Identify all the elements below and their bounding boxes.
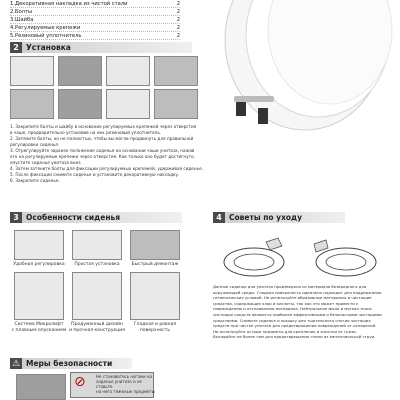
feature-caption: Удобная регулировка xyxy=(13,262,65,267)
feature-photo xyxy=(130,272,180,320)
care-line: средств при чистке унитаза для предотвращения повреждений от испарений. xyxy=(213,323,377,329)
feature-photo xyxy=(72,230,122,260)
parts-row xyxy=(10,24,180,32)
feature-photo xyxy=(72,272,122,320)
care-line: средства, содержащие хлор и кислоты, так как это может привести к xyxy=(213,300,359,306)
section-title: Меры безопасности xyxy=(22,358,132,369)
installation-steps xyxy=(10,124,210,184)
parts-row xyxy=(10,0,180,8)
feature-caption xyxy=(68,322,126,333)
section-number: 2 xyxy=(10,42,22,53)
feature-caption-line: Система Микролифт xyxy=(14,322,64,327)
part-name: 1.Декоративная накладка из чистой стали xyxy=(10,1,128,7)
section-title: Установка xyxy=(22,42,192,53)
part-qty: 2 xyxy=(176,9,180,15)
step-line: 4. Затем затяните болты для фиксации регулируемых крепежей, удерживая сиденье. xyxy=(10,166,203,171)
part-qty: 2 xyxy=(176,25,180,31)
step-line: 6. Закрепите сиденье. xyxy=(10,178,60,183)
section-title: Советы по уходу xyxy=(225,212,345,223)
care-line: Данное сиденье для унитаза произведено из материала безвредного для xyxy=(213,284,367,289)
feature-caption-line: поверхность xyxy=(139,327,171,333)
feature-caption-line: Гладкая и ровная xyxy=(133,322,177,327)
step-line: опустите сиденье унитаза вниз. xyxy=(10,160,82,165)
feature-photo xyxy=(14,230,64,260)
safety-text xyxy=(96,374,158,394)
care-line: средствами. Снимите сиденье и крышку для тщательного снятия чистящих xyxy=(213,317,371,323)
care-text xyxy=(213,284,395,340)
part-name: 3.Шайба xyxy=(10,17,34,23)
feature-photo xyxy=(130,230,180,260)
step-line: его на регулируемые крепежи через отверстия. Как только оно будет достигнуто, xyxy=(10,154,195,159)
install-photo xyxy=(10,56,54,86)
feature-caption-line: Продуманный дизайн xyxy=(71,322,123,327)
feature-caption-line: с плавным опусканием xyxy=(11,327,67,333)
feature-caption: Быстрый демонтаж xyxy=(131,262,179,267)
prohibited-icon: ⊘ xyxy=(74,374,86,390)
safety-line: сиденье унитаза и не ставьте xyxy=(96,379,142,389)
install-photo xyxy=(58,89,102,119)
safety-line: Не становитесь ногами на xyxy=(96,374,152,379)
feature-caption: Простая установка xyxy=(74,262,120,267)
part-qty: 2 xyxy=(176,1,180,7)
part-qty: 2 xyxy=(176,33,180,39)
care-line: повреждению и отслаиванию материала. Нейтральное мыло и мягкая ткань xyxy=(213,306,372,312)
parts-row xyxy=(10,8,180,16)
step-line: 3. Отрегулируйте заранее положение сиденья на основании чаши унитаза, нажав xyxy=(10,148,195,153)
part-name: 2.Болты xyxy=(10,9,33,15)
install-photo xyxy=(154,89,198,119)
install-photo xyxy=(10,89,54,119)
part-name: 5.Резиновый уплотнитель xyxy=(10,33,82,39)
section-safety-header xyxy=(10,358,132,369)
care-line: окружающей среды. Гладкая поверхность идеально подходит для поддержания xyxy=(213,289,382,295)
install-photo xyxy=(106,89,150,119)
section-title: Особенности сиденья xyxy=(22,212,182,223)
install-photo xyxy=(154,56,198,86)
step-line: в чаше, предварительно установив на них резиновый уплотнитель. xyxy=(10,130,162,135)
care-line: гигиенических условий. Не используйте абразивные материалы и чистящие xyxy=(213,295,372,301)
warning-icon: ⚠ xyxy=(11,358,21,369)
safety-line: на него тяжелые предметы xyxy=(96,389,155,394)
feature-caption xyxy=(126,322,184,333)
step-line: регулировки сиденья. xyxy=(10,142,60,147)
section-number: 4 xyxy=(213,212,225,223)
toilet-seat-illustration xyxy=(200,0,400,160)
parts-row xyxy=(10,32,180,40)
step-line: 2. Затяните болты, но не полностью, чтобы вы могли продвинуть для правильной xyxy=(10,136,194,141)
install-photo xyxy=(58,56,102,86)
safety-photo xyxy=(16,374,66,400)
feature-photo xyxy=(14,272,64,320)
care-line: чистящих средств являются наиболее эффективными и безопасными чистящими xyxy=(213,311,382,317)
feature-caption-line: и прочная конструкция xyxy=(69,327,125,333)
section-features-header xyxy=(10,212,182,223)
parts-row xyxy=(10,16,180,24)
part-qty: 2 xyxy=(176,17,180,23)
section-care-header xyxy=(213,212,345,223)
care-line: Не используйте острые предметы для крепления и очистки от грязи. xyxy=(213,328,357,334)
part-name: 4.Регулируемые крепежи xyxy=(10,25,81,31)
section-number: 3 xyxy=(10,212,22,223)
feature-caption xyxy=(10,322,68,333)
care-line: Вытирайте не более чем для предотвращения гнили из металлической струи. xyxy=(213,334,376,340)
parts-list xyxy=(10,0,180,40)
section-installation-header xyxy=(10,42,192,53)
care-illustration xyxy=(216,234,296,280)
step-line: 5. После фиксации снимите сиденье и установите декоративную накладку. xyxy=(10,172,180,177)
step-line: 1. Закрепите болты и шайбу в основание регулируемых крепежей через отверстия xyxy=(10,124,197,129)
care-illustration xyxy=(306,234,386,280)
install-photo xyxy=(106,56,150,86)
